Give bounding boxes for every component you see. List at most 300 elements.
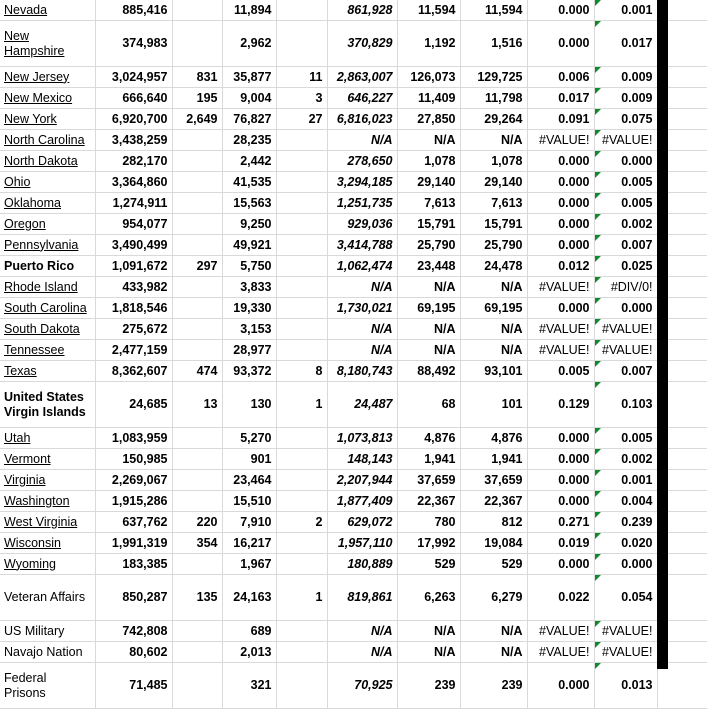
value-cell[interactable] [172,470,222,491]
jurisdiction-cell[interactable] [0,88,95,109]
value-cell[interactable]: 5,750 [222,256,276,277]
value-cell[interactable]: 2,649 [172,109,222,130]
table-row[interactable] [0,130,707,151]
value-cell[interactable]: 150,985 [95,449,172,470]
value-cell[interactable]: 1 [276,382,327,428]
value-cell[interactable]: 2 [276,512,327,533]
value-cell[interactable]: 25,790 [397,235,460,256]
value-cell[interactable] [276,151,327,172]
value-cell[interactable] [276,193,327,214]
value-cell[interactable]: 1,516 [460,21,527,67]
value-cell[interactable]: 2,477,159 [95,340,172,361]
value-cell[interactable]: 0.000 [527,449,594,470]
value-cell[interactable] [172,0,222,21]
value-cell[interactable]: 529 [397,554,460,575]
value-cell[interactable]: 2,962 [222,21,276,67]
value-cell[interactable]: 0.017 [527,88,594,109]
value-cell[interactable] [276,172,327,193]
value-cell[interactable]: 3,438,259 [95,130,172,151]
jurisdiction-cell[interactable] [0,512,95,533]
value-cell[interactable]: 11 [276,67,327,88]
value-cell[interactable]: 41,535 [222,172,276,193]
table-row[interactable] [0,21,707,67]
jurisdiction-cell[interactable] [0,449,95,470]
value-cell[interactable]: 0.000 [527,298,594,319]
value-cell[interactable]: 474 [172,361,222,382]
value-cell[interactable]: 689 [222,621,276,642]
na-cell[interactable]: N/A [327,277,397,298]
value-cell[interactable]: 1,730,021 [327,298,397,319]
value-cell[interactable]: 7,613 [460,193,527,214]
value-cell[interactable] [276,0,327,21]
jurisdiction-cell[interactable] [0,67,95,88]
table-row[interactable] [0,88,707,109]
table-row[interactable] [0,235,707,256]
value-cell[interactable]: 780 [397,512,460,533]
value-cell[interactable]: 220 [172,512,222,533]
value-cell[interactable]: 0.000 [527,0,594,21]
value-cell[interactable]: 0.001 [594,470,657,491]
value-cell[interactable]: 1,915,286 [95,491,172,512]
value-cell[interactable] [276,533,327,554]
value-cell[interactable]: 1,818,546 [95,298,172,319]
value-cell[interactable]: 1,957,110 [327,533,397,554]
value-cell[interactable]: 321 [222,663,276,709]
value-cell[interactable]: 4,876 [397,428,460,449]
value-cell[interactable]: 0.000 [527,491,594,512]
value-cell[interactable]: 7,910 [222,512,276,533]
table-row[interactable] [0,298,707,319]
value-cell[interactable]: 629,072 [327,512,397,533]
value-cell[interactable]: 23,464 [222,470,276,491]
error-cell[interactable]: #VALUE! [527,642,594,663]
jurisdiction-cell[interactable] [0,0,95,21]
value-cell[interactable]: 0.103 [594,382,657,428]
value-cell[interactable]: 637,762 [95,512,172,533]
na-cell[interactable]: N/A [460,621,527,642]
value-cell[interactable] [276,554,327,575]
value-cell[interactable]: 861,928 [327,0,397,21]
value-cell[interactable]: 3,364,860 [95,172,172,193]
value-cell[interactable]: 24,163 [222,575,276,621]
value-cell[interactable]: 28,977 [222,340,276,361]
table-row[interactable] [0,533,707,554]
value-cell[interactable] [276,214,327,235]
value-cell[interactable] [276,256,327,277]
value-cell[interactable]: 0.004 [594,491,657,512]
value-cell[interactable]: 1,251,735 [327,193,397,214]
jurisdiction-cell[interactable] [0,361,95,382]
value-cell[interactable]: 0.091 [527,109,594,130]
jurisdiction-cell[interactable] [0,21,95,67]
value-cell[interactable]: 29,140 [460,172,527,193]
table-row[interactable] [0,470,707,491]
value-cell[interactable]: 666,640 [95,88,172,109]
value-cell[interactable] [276,319,327,340]
value-cell[interactable]: 1,083,959 [95,428,172,449]
value-cell[interactable]: 76,827 [222,109,276,130]
value-cell[interactable]: 370,829 [327,21,397,67]
na-cell[interactable]: N/A [327,130,397,151]
jurisdiction-cell[interactable] [0,214,95,235]
table-row[interactable] [0,0,707,21]
na-cell[interactable]: N/A [327,642,397,663]
value-cell[interactable] [276,340,327,361]
table-row[interactable] [0,256,707,277]
value-cell[interactable]: 11,798 [460,88,527,109]
value-cell[interactable]: 0.075 [594,109,657,130]
value-cell[interactable]: 0.020 [594,533,657,554]
value-cell[interactable]: 2,442 [222,151,276,172]
value-cell[interactable]: 29,140 [397,172,460,193]
table-row[interactable] [0,151,707,172]
jurisdiction-cell[interactable] [0,470,95,491]
value-cell[interactable]: 0.022 [527,575,594,621]
value-cell[interactable]: 812 [460,512,527,533]
value-cell[interactable]: 0.006 [527,67,594,88]
value-cell[interactable]: 646,227 [327,88,397,109]
table-row[interactable] [0,663,707,709]
value-cell[interactable] [172,319,222,340]
value-cell[interactable]: 70,925 [327,663,397,709]
value-cell[interactable]: 2,207,944 [327,470,397,491]
jurisdiction-cell[interactable] [0,428,95,449]
value-cell[interactable]: 11,594 [460,0,527,21]
error-cell[interactable]: #VALUE! [527,340,594,361]
value-cell[interactable]: 11,409 [397,88,460,109]
value-cell[interactable]: 37,659 [460,470,527,491]
value-cell[interactable]: 7,613 [397,193,460,214]
value-cell[interactable]: 13 [172,382,222,428]
error-cell[interactable]: #VALUE! [527,621,594,642]
value-cell[interactable]: 5,270 [222,428,276,449]
value-cell[interactable]: 0.005 [594,428,657,449]
value-cell[interactable]: 239 [397,663,460,709]
value-cell[interactable]: 37,659 [397,470,460,491]
value-cell[interactable]: 9,004 [222,88,276,109]
value-cell[interactable]: 1 [276,575,327,621]
error-cell[interactable]: #VALUE! [527,319,594,340]
value-cell[interactable]: 3,024,957 [95,67,172,88]
value-cell[interactable]: 0.005 [527,361,594,382]
value-cell[interactable]: 135 [172,575,222,621]
value-cell[interactable]: 17,992 [397,533,460,554]
na-cell[interactable]: N/A [327,621,397,642]
value-cell[interactable]: 0.000 [527,172,594,193]
value-cell[interactable]: 148,143 [327,449,397,470]
value-cell[interactable]: 0.129 [527,382,594,428]
value-cell[interactable]: 954,077 [95,214,172,235]
value-cell[interactable]: 0.000 [527,235,594,256]
value-cell[interactable]: 0.012 [527,256,594,277]
value-cell[interactable]: 1,274,911 [95,193,172,214]
jurisdiction-cell[interactable] [0,575,95,621]
value-cell[interactable]: 0.013 [594,663,657,709]
value-cell[interactable]: 68 [397,382,460,428]
value-cell[interactable]: 929,036 [327,214,397,235]
value-cell[interactable] [172,21,222,67]
value-cell[interactable]: 1,941 [460,449,527,470]
value-cell[interactable]: 9,250 [222,214,276,235]
jurisdiction-cell[interactable] [0,554,95,575]
value-cell[interactable]: 16,217 [222,533,276,554]
na-cell[interactable]: N/A [397,319,460,340]
jurisdiction-cell[interactable] [0,298,95,319]
value-cell[interactable]: 0.000 [527,214,594,235]
value-cell[interactable]: 3,153 [222,319,276,340]
value-cell[interactable]: 126,073 [397,67,460,88]
value-cell[interactable] [172,642,222,663]
value-cell[interactable]: 180,889 [327,554,397,575]
value-cell[interactable] [276,642,327,663]
value-cell[interactable]: 2,863,007 [327,67,397,88]
value-cell[interactable] [172,491,222,512]
table-row[interactable] [0,428,707,449]
na-cell[interactable]: N/A [397,621,460,642]
value-cell[interactable]: 35,877 [222,67,276,88]
jurisdiction-cell[interactable] [0,130,95,151]
error-cell[interactable]: #VALUE! [527,277,594,298]
value-cell[interactable] [172,235,222,256]
value-cell[interactable]: 15,563 [222,193,276,214]
value-cell[interactable]: 1,192 [397,21,460,67]
value-cell[interactable] [276,298,327,319]
jurisdiction-cell[interactable] [0,319,95,340]
value-cell[interactable]: 23,448 [397,256,460,277]
error-cell[interactable]: #VALUE! [594,642,657,663]
table-row[interactable] [0,193,707,214]
value-cell[interactable]: 819,861 [327,575,397,621]
value-cell[interactable]: 3,414,788 [327,235,397,256]
value-cell[interactable] [276,621,327,642]
value-cell[interactable]: 27 [276,109,327,130]
table-row[interactable] [0,109,707,130]
value-cell[interactable]: 0.000 [527,470,594,491]
value-cell[interactable]: 742,808 [95,621,172,642]
value-cell[interactable] [276,130,327,151]
table-row[interactable] [0,491,707,512]
value-cell[interactable]: 15,510 [222,491,276,512]
value-cell[interactable]: 49,921 [222,235,276,256]
value-cell[interactable]: 22,367 [460,491,527,512]
na-cell[interactable]: N/A [397,340,460,361]
table-row[interactable] [0,67,707,88]
value-cell[interactable]: 1,062,474 [327,256,397,277]
value-cell[interactable]: 529 [460,554,527,575]
value-cell[interactable]: 0.007 [594,235,657,256]
value-cell[interactable]: 93,101 [460,361,527,382]
value-cell[interactable]: 0.000 [527,554,594,575]
value-cell[interactable] [276,235,327,256]
value-cell[interactable]: 0.002 [594,214,657,235]
value-cell[interactable]: 28,235 [222,130,276,151]
table-row[interactable] [0,642,707,663]
value-cell[interactable]: 831 [172,67,222,88]
value-cell[interactable]: 278,650 [327,151,397,172]
value-cell[interactable]: 0.000 [594,298,657,319]
value-cell[interactable]: 101 [460,382,527,428]
value-cell[interactable]: 0.271 [527,512,594,533]
value-cell[interactable]: 297 [172,256,222,277]
value-cell[interactable]: 0.000 [527,151,594,172]
value-cell[interactable]: 3,833 [222,277,276,298]
value-cell[interactable]: 239 [460,663,527,709]
value-cell[interactable]: 2,013 [222,642,276,663]
value-cell[interactable] [172,621,222,642]
value-cell[interactable]: 1,941 [397,449,460,470]
value-cell[interactable]: 11,894 [222,0,276,21]
value-cell[interactable]: 8 [276,361,327,382]
value-cell[interactable] [276,491,327,512]
table-row[interactable] [0,361,707,382]
jurisdiction-cell[interactable] [0,382,95,428]
value-cell[interactable] [276,663,327,709]
table-row[interactable] [0,575,707,621]
value-cell[interactable]: 4,876 [460,428,527,449]
value-cell[interactable]: 129,725 [460,67,527,88]
value-cell[interactable]: 885,416 [95,0,172,21]
value-cell[interactable]: 183,385 [95,554,172,575]
na-cell[interactable]: N/A [460,130,527,151]
value-cell[interactable]: 24,478 [460,256,527,277]
value-cell[interactable]: 195 [172,88,222,109]
value-cell[interactable]: 0.009 [594,67,657,88]
value-cell[interactable]: 0.000 [594,151,657,172]
value-cell[interactable]: 0.009 [594,88,657,109]
error-cell[interactable]: #DIV/0! [594,277,657,298]
table-row[interactable] [0,554,707,575]
value-cell[interactable]: 29,264 [460,109,527,130]
value-cell[interactable]: 0.019 [527,533,594,554]
na-cell[interactable]: N/A [327,319,397,340]
value-cell[interactable]: 3 [276,88,327,109]
value-cell[interactable] [172,554,222,575]
value-cell[interactable]: 1,078 [397,151,460,172]
value-cell[interactable]: 1,877,409 [327,491,397,512]
na-cell[interactable]: N/A [460,642,527,663]
value-cell[interactable]: 0.000 [527,193,594,214]
table-row[interactable] [0,172,707,193]
value-cell[interactable] [172,449,222,470]
table-row[interactable] [0,449,707,470]
value-cell[interactable]: 1,073,813 [327,428,397,449]
value-cell[interactable]: 24,487 [327,382,397,428]
value-cell[interactable]: 69,195 [460,298,527,319]
table-row[interactable] [0,382,707,428]
jurisdiction-cell[interactable] [0,151,95,172]
table-row[interactable] [0,319,707,340]
jurisdiction-cell[interactable] [0,621,95,642]
value-cell[interactable] [172,214,222,235]
jurisdiction-cell[interactable] [0,340,95,361]
value-cell[interactable]: 0.000 [527,21,594,67]
error-cell[interactable]: #VALUE! [594,621,657,642]
value-cell[interactable]: 354 [172,533,222,554]
value-cell[interactable]: 0.000 [527,428,594,449]
table-row[interactable] [0,340,707,361]
value-cell[interactable]: 3,294,185 [327,172,397,193]
value-cell[interactable]: 0.005 [594,193,657,214]
error-cell[interactable]: #VALUE! [594,340,657,361]
value-cell[interactable]: 0.001 [594,0,657,21]
value-cell[interactable]: 19,084 [460,533,527,554]
value-cell[interactable]: 93,372 [222,361,276,382]
value-cell[interactable]: 24,685 [95,382,172,428]
value-cell[interactable]: 88,492 [397,361,460,382]
value-cell[interactable]: 6,816,023 [327,109,397,130]
value-cell[interactable]: 1,967 [222,554,276,575]
value-cell[interactable]: 0.239 [594,512,657,533]
value-cell[interactable]: 433,982 [95,277,172,298]
value-cell[interactable] [276,277,327,298]
value-cell[interactable]: 3,490,499 [95,235,172,256]
value-cell[interactable]: 11,594 [397,0,460,21]
value-cell[interactable]: 850,287 [95,575,172,621]
value-cell[interactable]: 69,195 [397,298,460,319]
value-cell[interactable] [276,449,327,470]
value-cell[interactable]: 0.005 [594,172,657,193]
jurisdiction-cell[interactable] [0,172,95,193]
value-cell[interactable]: 0.025 [594,256,657,277]
value-cell[interactable]: 27,850 [397,109,460,130]
jurisdiction-cell[interactable] [0,491,95,512]
value-cell[interactable]: 19,330 [222,298,276,319]
value-cell[interactable]: 15,791 [460,214,527,235]
na-cell[interactable]: N/A [460,319,527,340]
value-cell[interactable] [172,277,222,298]
value-cell[interactable]: 130 [222,382,276,428]
value-cell[interactable]: 0.007 [594,361,657,382]
error-cell[interactable]: #VALUE! [594,319,657,340]
error-cell[interactable]: #VALUE! [594,130,657,151]
value-cell[interactable]: 1,991,319 [95,533,172,554]
value-cell[interactable]: 275,672 [95,319,172,340]
na-cell[interactable]: N/A [397,277,460,298]
value-cell[interactable] [172,428,222,449]
jurisdiction-cell[interactable] [0,193,95,214]
na-cell[interactable]: N/A [327,340,397,361]
value-cell[interactable]: 6,920,700 [95,109,172,130]
value-cell[interactable]: 71,485 [95,663,172,709]
empty-cell[interactable] [657,663,707,709]
na-cell[interactable]: N/A [460,340,527,361]
value-cell[interactable]: 8,362,607 [95,361,172,382]
value-cell[interactable]: 6,279 [460,575,527,621]
value-cell[interactable] [172,663,222,709]
table-row[interactable] [0,277,707,298]
error-cell[interactable]: #VALUE! [527,130,594,151]
jurisdiction-cell[interactable] [0,642,95,663]
na-cell[interactable]: N/A [397,130,460,151]
jurisdiction-cell[interactable] [0,109,95,130]
value-cell[interactable]: 901 [222,449,276,470]
value-cell[interactable] [172,340,222,361]
value-cell[interactable] [172,130,222,151]
value-cell[interactable]: 6,263 [397,575,460,621]
value-cell[interactable] [172,151,222,172]
table-row[interactable] [0,512,707,533]
jurisdiction-cell[interactable] [0,533,95,554]
value-cell[interactable] [276,21,327,67]
jurisdiction-cell[interactable] [0,663,95,709]
value-cell[interactable]: 15,791 [397,214,460,235]
jurisdiction-cell[interactable] [0,277,95,298]
value-cell[interactable]: 80,602 [95,642,172,663]
value-cell[interactable]: 374,983 [95,21,172,67]
value-cell[interactable]: 22,367 [397,491,460,512]
value-cell[interactable]: 0.000 [594,554,657,575]
value-cell[interactable]: 1,091,672 [95,256,172,277]
